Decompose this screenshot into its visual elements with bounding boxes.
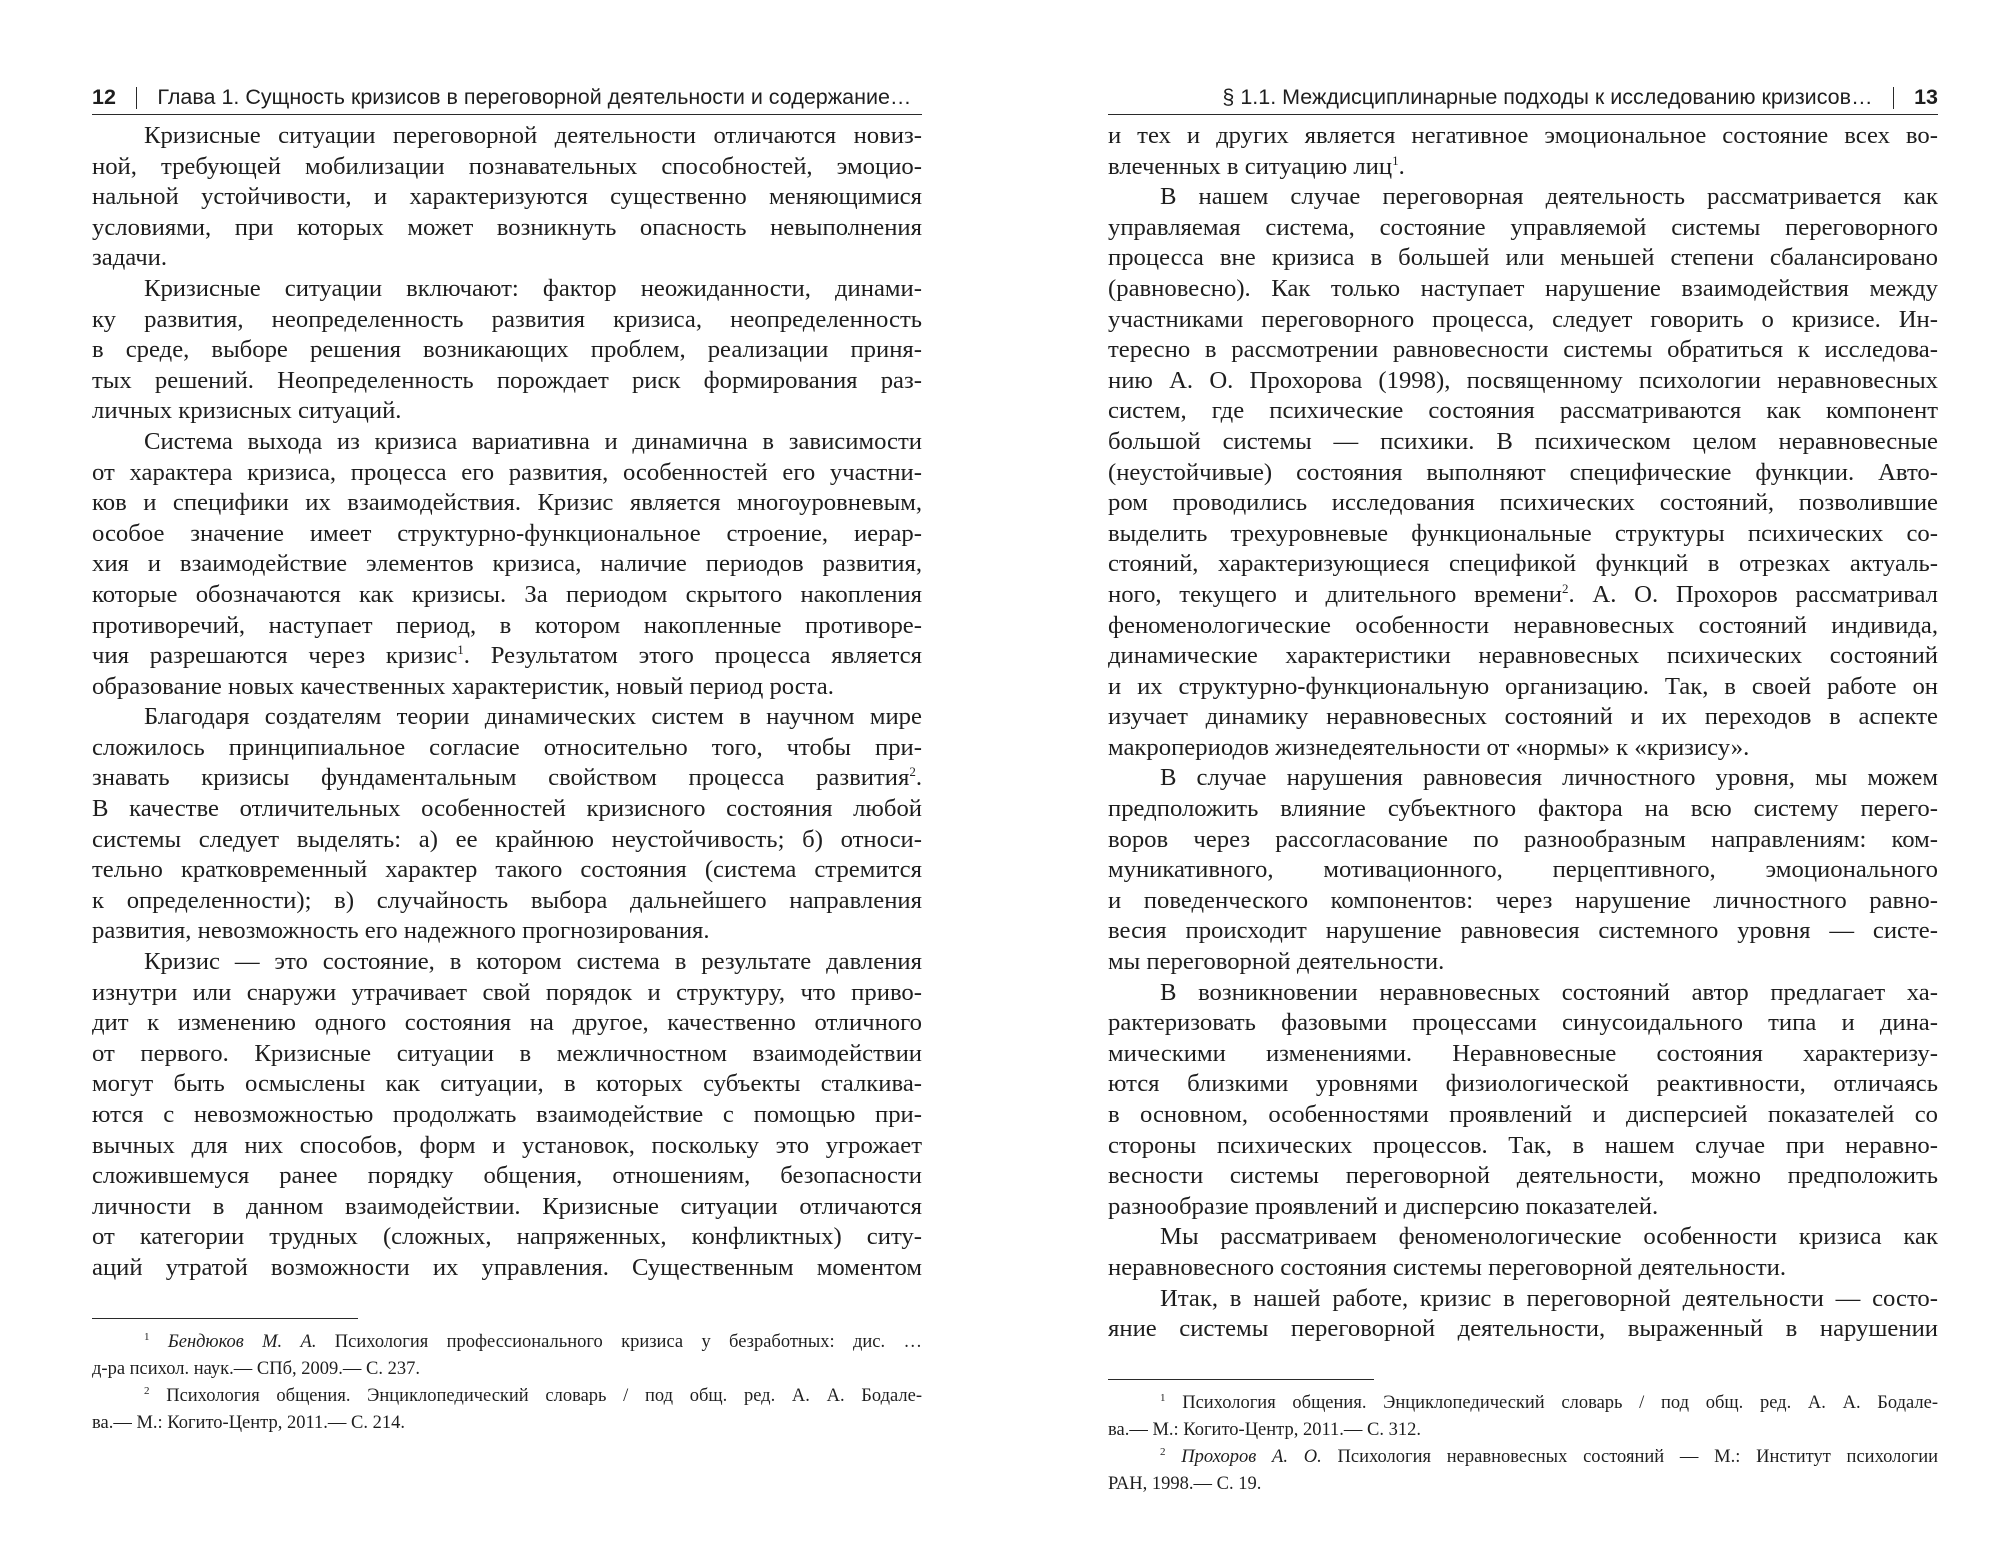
paragraph — [92, 947, 922, 1284]
left-running-head: Глава 1. Сущность кризисов в переговорной деятельности и содержание… — [157, 85, 912, 109]
text-line: В нашем случае переговорная деятельность рассматривается как — [1160, 183, 1938, 211]
right-running-head: § 1.1. Междисциплинарные подходы к исследованию кризисов… — [1222, 85, 1873, 109]
footnote-text: Психология общения. Энциклопедический словарь / под общ. ред. А. А. Бодале- — [1182, 1392, 1939, 1413]
right-running-header — [1108, 80, 1938, 115]
text-line: от первого. Кризисные ситуации в межличностном взаимодействии — [92, 1039, 922, 1067]
text-fragment: . А. О. Прохоров рассматривал — [1568, 580, 1939, 608]
text-line: стояний, характеризующиеся спецификой функций в отрезках актуаль- — [1108, 550, 1938, 578]
paragraph — [1108, 763, 1938, 977]
footnote-mark: 2 — [1160, 1445, 1166, 1458]
text-line: участниками переговорного процесса, следует говорить о кризисе. Ин- — [1108, 305, 1938, 333]
text-line: тельно кратковременный характер такого состояния (система стремится — [92, 856, 922, 884]
footnote-ref: 1 — [457, 641, 464, 657]
text-fragment: знавать кризисы фундаментальным свойством процесса развития — [92, 764, 910, 792]
text-line: изучает динамику неравновесных состояний и их переходов в аспекте — [1108, 703, 1938, 731]
footnote-line — [1108, 1390, 1938, 1417]
text-line: большой системы — психики. В психическом целом неравновесные — [1108, 427, 1938, 455]
text-line: выделить трехуровневые функциональные структуры психических со- — [1108, 519, 1938, 547]
footnote — [1108, 1444, 1938, 1498]
text-line: тых решений. Неопределенность порождает риск формирования раз- — [92, 366, 922, 394]
text-line: Мы рассматриваем феноменологические особенности кризиса как — [1160, 1223, 1938, 1251]
text-line: нальной устойчивости, и характеризуются существенно меняющимися — [92, 183, 922, 211]
footnote-text: Психология неравновесных состояний — М.: Институт психологии — [1321, 1446, 1938, 1467]
footnote-author: Бендюков М. А. — [167, 1331, 317, 1352]
text-line — [92, 763, 922, 794]
text-line: сложившемуся ранее порядку общения, отношениям, безопасности — [92, 1162, 922, 1190]
paragraph — [1108, 978, 1938, 1223]
left-page-body — [92, 121, 922, 1284]
text-line: Благодаря создателям теории динамических систем в научном мире — [144, 703, 922, 731]
paragraph — [92, 121, 922, 274]
text-line: муникативного, мотивационного, перцептивного, эмоционального — [1108, 856, 1938, 884]
text-line: нию А. О. Прохорова (1998), посвященному психологии неравновесных — [1108, 366, 1938, 394]
text-line: условиями, при которых может возникнуть опасность невыполнения — [92, 213, 922, 241]
text-line: образование новых качественных характеристик, новый период роста. — [92, 672, 834, 700]
text-line: ков и специфики их взаимодействия. Кризис является многоуровневым, — [92, 489, 922, 517]
footnote-separator — [1108, 1379, 1374, 1380]
text-line: ром проводились исследования психических состояний, позволившие — [1108, 489, 1938, 517]
text-line: мы переговорной деятельности. — [1108, 948, 1445, 976]
text-line: разнообразие проявлений и дисперсию показателей. — [1108, 1192, 1659, 1220]
text-line: тересно в рассмотрении равновесности системы обратиться к исследова- — [1108, 336, 1938, 364]
text-line: аций утратой возможности их управления. Существенным моментом — [92, 1253, 922, 1281]
text-line — [92, 641, 922, 672]
footnote — [92, 1383, 922, 1437]
text-line: весности системы переговорной деятельности, можно предположить — [1108, 1162, 1938, 1190]
text-line: системы следует выделять: а) ее крайнюю неустойчивость; б) относи- — [92, 825, 922, 853]
text-line: ются с невозможностью продолжать взаимодействие с помощью при- — [92, 1101, 922, 1128]
text-line: развития, невозможность его надежного прогнозирования. — [92, 917, 710, 945]
text-line: и их структурно-функциональную организацию. Так, в своей работе он — [1108, 672, 1938, 700]
text-line: и тех и других является негативное эмоциональное состояние всех во- — [1108, 122, 1938, 149]
text-fragment: ного, текущего и длительного времени — [1108, 580, 1563, 608]
text-line: в среде, выборе решения возникающих проблем, реализации приня- — [92, 336, 922, 364]
footnote-line — [92, 1329, 922, 1356]
text-line: яние системы переговорной деятельности, выраженный в нарушении — [1108, 1315, 1938, 1343]
text-line: от характера кризиса, процесса его развития, особенностей его участни- — [92, 458, 922, 486]
text-line — [1108, 580, 1938, 611]
text-line: управляемая система, состояние управляемой системы переговорного — [1108, 213, 1938, 241]
footnote-line: ва.— М.: Когито-Центр, 2011.— С. 214. — [92, 1412, 406, 1433]
left-page — [92, 80, 922, 1437]
text-line: В возникновении неравновесных состояний автор предлагает ха- — [1160, 978, 1938, 1006]
text-line: макропериодов жизнедеятельности от «нормы» к «кризису». — [1108, 733, 1750, 761]
text-fragment: чия разрешаются через кризис — [92, 642, 458, 670]
text-line: Система выхода из кризиса вариативна и динамична в зависимости — [144, 427, 922, 455]
text-line: процесса вне кризиса в большей или меньшей степени сбалансировано — [1108, 244, 1938, 272]
text-line: динамические характеристики неравновесных психических состояний — [1108, 642, 1938, 670]
footnote-line — [1108, 1444, 1938, 1471]
footnote — [92, 1329, 922, 1383]
text-line: неравновесного состояния системы переговорной деятельности. — [1108, 1253, 1787, 1281]
text-line: ются близкими уровнями физиологической реактивности, отличаясь — [1108, 1070, 1938, 1098]
paragraph — [92, 702, 922, 947]
footnote-separator — [92, 1318, 358, 1319]
text-line: в основном, особенностями проявлений и дисперсией показателей со — [1108, 1101, 1938, 1128]
footnote-mark: 1 — [144, 1330, 150, 1343]
text-line: стороны психических процессов. Так, в нашем случае при неравно- — [1108, 1131, 1938, 1159]
header-divider — [1893, 87, 1895, 109]
paragraph — [1108, 121, 1938, 182]
left-running-header — [92, 80, 922, 115]
text-line: личных кризисных ситуаций. — [92, 397, 402, 425]
text-line: сложилось принципиальное согласие относительно того, чтобы при- — [92, 733, 922, 761]
text-line: Кризисные ситуации переговорной деятельности отличаются новиз- — [144, 122, 922, 149]
paragraph — [92, 274, 922, 427]
text-line: В случае нарушения равновесия личностного уровня, мы можем — [1160, 764, 1938, 792]
footnote-mark: 1 — [1160, 1391, 1166, 1404]
footnote — [1108, 1390, 1938, 1444]
text-line: (неустойчивые) состояния выполняют специфические функции. Авто- — [1108, 458, 1938, 486]
text-line: от категории трудных (сложных, напряженных, конфликтных) ситу- — [92, 1223, 922, 1251]
text-line: дит к изменению одного состояния на другое, качественно отличного — [92, 1009, 922, 1037]
text-line: и поведенческого компонентов: через нарушение личностного равно- — [1108, 886, 1938, 914]
text-line: воров через рассогласование по разнообразным направлениям: ком- — [1108, 825, 1938, 853]
text-line: ку развития, неопределенность развития кризиса, неопределенность — [92, 305, 922, 333]
text-fragment: . — [1398, 152, 1405, 180]
text-line: вычных для них способов, форм и установок, поскольку это угрожает — [92, 1131, 922, 1159]
text-line: задачи. — [92, 244, 168, 272]
footnote-mark: 2 — [144, 1384, 150, 1397]
footnote-text: Психология профессионального кризиса у безработных: дис. … — [316, 1331, 922, 1352]
text-fragment: . — [915, 764, 922, 792]
text-line: могут быть осмыслены как ситуации, в которых субъекты сталкива- — [92, 1070, 922, 1098]
text-line: особое значение имеет структурно-функциональное строение, иерар- — [92, 519, 922, 547]
footnote-line: РАН, 1998.— С. 19. — [1108, 1473, 1262, 1494]
right-page — [1108, 80, 1938, 1498]
text-line: В качестве отличительных особенностей кризисного состояния любой — [92, 795, 922, 823]
text-line: которые обозначаются как кризисы. За периодом скрытого накопления — [92, 580, 922, 608]
text-line: рактеризовать фазовыми процессами синусоидального типа и дина- — [1108, 1009, 1938, 1037]
text-line: личности в данном взаимодействии. Кризисные ситуации отличаются — [92, 1192, 922, 1220]
text-line: изнутри или снаружи утрачивает свой порядок и структуру, что приво- — [92, 978, 922, 1006]
paragraph — [1108, 1222, 1938, 1283]
text-line: ной, требующей мобилизации познавательных способностей, эмоцио- — [92, 152, 922, 180]
footnote-author: Прохоров А. О. — [1181, 1446, 1322, 1467]
paragraph — [92, 427, 922, 702]
text-fragment: влеченных в ситуацию лиц — [1108, 152, 1393, 180]
paragraph — [1108, 1284, 1938, 1345]
footnote-text: Психология общения. Энциклопедический словарь / под общ. ред. А. А. Бодале- — [166, 1385, 923, 1406]
left-page-number: 12 — [92, 85, 116, 109]
text-line: весия происходит нарушение равновесия системного уровня — систе- — [1108, 917, 1938, 945]
text-line: Кризис — это состояние, в котором система в результате давления — [144, 948, 922, 976]
text-line: систем, где психические состояния рассматриваются как компонент — [1108, 397, 1938, 425]
footnote-line: д-ра психол. наук.— СПб, 2009.— С. 237. — [92, 1358, 420, 1379]
right-footnotes — [1108, 1390, 1938, 1498]
footnote-line — [92, 1383, 922, 1410]
text-line: к определенности); в) случайность выбора дальнейшего направления — [92, 886, 922, 914]
footnote-ref: 1 — [1392, 152, 1399, 168]
text-fragment: . Результатом этого процесса является — [463, 642, 922, 670]
text-line: хия и взаимодействие элементов кризиса, наличие периодов развития, — [92, 550, 922, 578]
text-line: противоречий, наступает период, в котором накопленные противоре- — [92, 611, 922, 639]
footnote-ref: 2 — [909, 764, 916, 780]
right-page-number: 13 — [1914, 85, 1938, 109]
footnote-line: ва.— М.: Когито-Центр, 2011.— С. 312. — [1108, 1419, 1422, 1440]
left-footnotes — [92, 1329, 922, 1437]
text-line: предположить влияние субъектного фактора на всю систему перего- — [1108, 795, 1938, 823]
text-line: Итак, в нашей работе, кризис в переговорной деятельности — состо- — [1160, 1284, 1938, 1312]
text-line: (равновесно). Как только наступает нарушение взаимодействия между — [1108, 274, 1938, 302]
text-line — [1108, 152, 1938, 183]
text-line: феноменологические особенности неравновесных состояний индивида, — [1108, 611, 1938, 639]
header-divider — [136, 87, 138, 109]
right-page-body — [1108, 121, 1938, 1345]
footnote-ref: 2 — [1562, 580, 1569, 596]
text-line: мическими изменениями. Неравновесные состояния характеризу- — [1108, 1039, 1938, 1067]
paragraph — [1108, 182, 1938, 763]
text-line: Кризисные ситуации включают: фактор неожиданности, динами- — [144, 274, 922, 302]
